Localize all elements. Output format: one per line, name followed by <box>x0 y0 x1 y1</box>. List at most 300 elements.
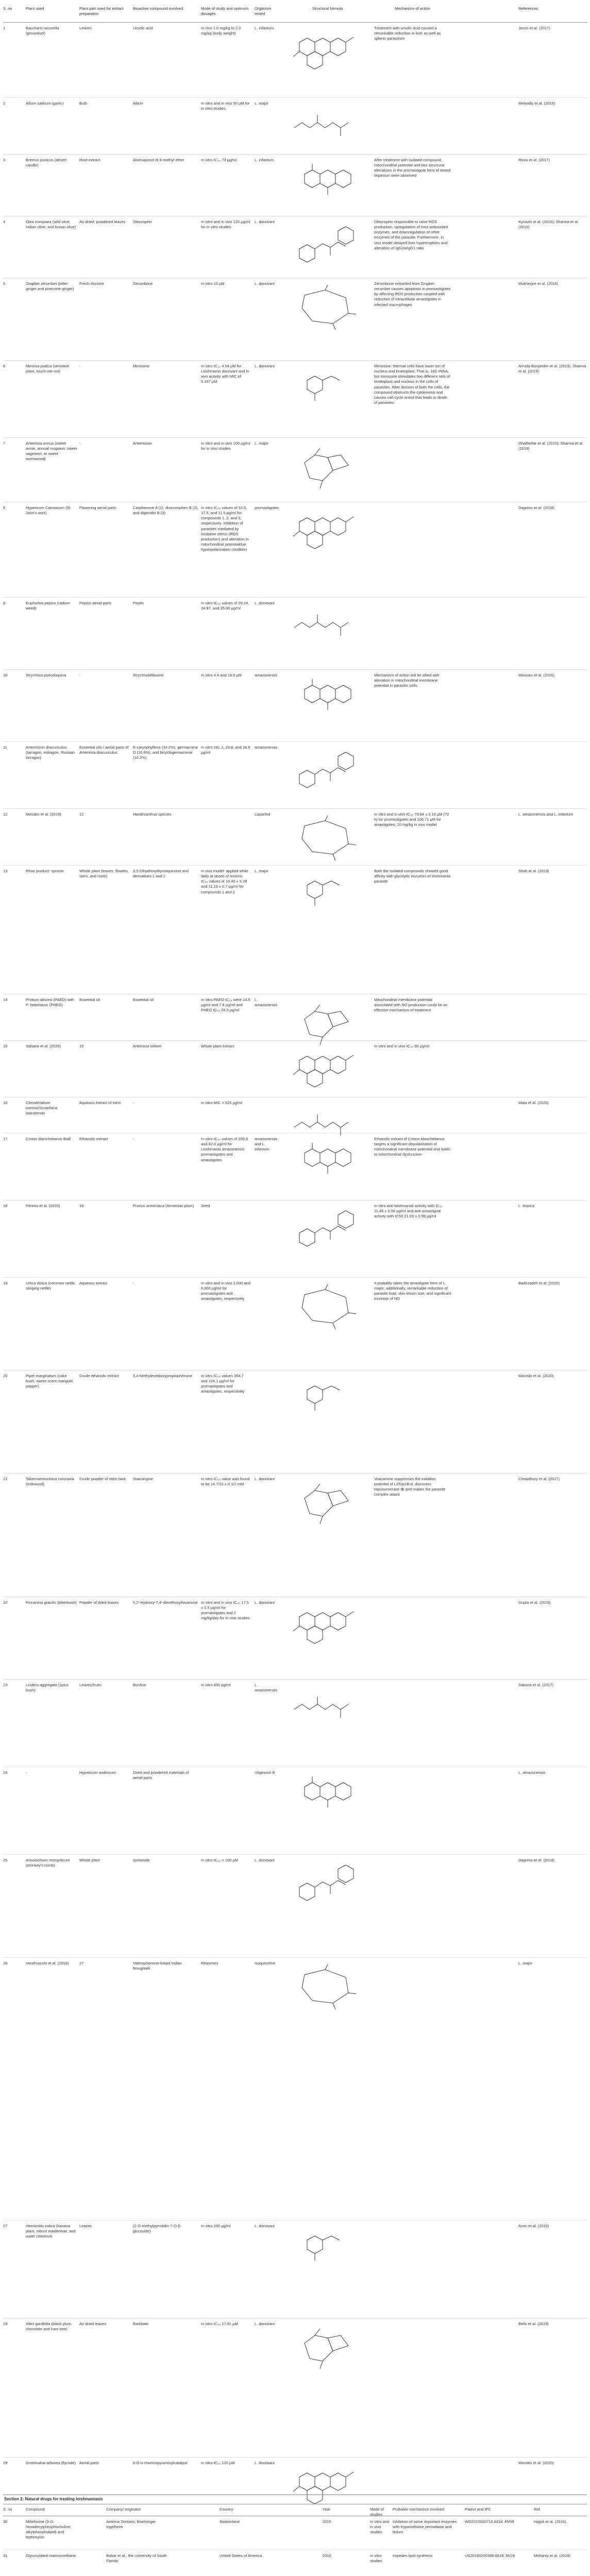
table-row <box>3 23 587 98</box>
cell-mechanism: Mimosine: thermal cells have lower ion of nucleus and kinetoplast. That is, 18S rRNA, but mimosine stimulates two different sets of kinetoplast and nucleus in the cells of parasites. After division of both the cells, the compound obstructs the cytokinesis and causes cell-cycle arrest that leads to death of parasites <box>374 364 450 405</box>
cell-plant: Zingiber zerumbet (bitter ginger and pinecone ginger) <box>26 281 74 292</box>
cell-ref: Macedo et al. (2020) <box>518 1374 554 1378</box>
cell-mode: In vitro IC₅₀ 27.81 μM <box>201 2321 238 2326</box>
section-2-title: Section 2: Natural drugs for treating leishmaniasis <box>3 2495 587 2504</box>
s2-cell-country: United States of America <box>220 2553 262 2558</box>
cell-no: 25 <box>3 1858 8 1862</box>
cell-no: 15 <box>3 1044 8 1048</box>
cell-organism: L. amazonensis <box>255 997 278 1008</box>
cell-no: 24 <box>3 1770 8 1775</box>
cell-compound: Essential oil <box>133 997 154 1002</box>
cell-part: Aqueous extract of stem <box>79 1100 121 1105</box>
cell-compound: - <box>133 1281 134 1285</box>
cell-part: Ethanolic extract <box>79 1137 108 1141</box>
cell-no: 6 <box>3 364 6 368</box>
molecule-structure-icon <box>281 746 369 798</box>
molecule-structure-icon <box>281 870 369 921</box>
cell-compound: 6-O-α-rhamnopyranosylcatalpol <box>133 2461 188 2465</box>
cell-ref: L. major <box>518 1961 533 1965</box>
table-row <box>3 866 587 994</box>
s2-cell-no: 30 <box>3 2519 8 2524</box>
header-part: Plant part used for extract preparation <box>79 6 124 16</box>
cell-mechanism: In vitro anti-leishmanial activity with IC₅₀ 11.48 ± 0.56 μg/ml and anti-amastigote activity with IC50 21.03 ± 0.98 μg/ml <box>374 1204 443 1219</box>
header-mechanism: Mechanism of action <box>395 6 430 11</box>
cell-mode: In vitro and in vivo 50 μM for in vitro studies <box>201 101 250 111</box>
cell-ref: L. amazonensis and L. infantum <box>518 812 574 817</box>
cell-compound: Ursolic acid <box>133 26 153 30</box>
cell-no: 5 <box>3 281 6 286</box>
cell-plant: Vendruscolo et al. (2018) <box>26 1961 69 1965</box>
cell-compound: Artemisinin <box>133 441 153 446</box>
cell-ref: L. amazonensis <box>518 1770 546 1775</box>
structural-formula-drawing <box>281 602 369 653</box>
cell-part: Leaves <box>79 26 92 30</box>
cell-no: 23 <box>3 1683 8 1687</box>
structural-formula-drawing <box>281 1962 369 2013</box>
cell-part: Peplus aerial parts <box>79 601 112 605</box>
cell-mode: Rhizomes <box>201 1961 218 1965</box>
table-row <box>3 809 587 866</box>
cell-mechanism: Ethanolic extract of Croton blanchetianus targets a significant depolarization of mitochondrial membrane potential and leads to mitochondrial dysfunction <box>374 1137 450 1157</box>
structural-formula-drawing <box>281 1205 369 1256</box>
cell-no: 18 <box>3 1204 8 1208</box>
cell-organism: amazonensis and L. infantum <box>255 1137 278 1152</box>
structural-formula-drawing <box>281 1859 369 1910</box>
cell-compound: Bonfine <box>133 1683 146 1687</box>
table-row <box>3 994 587 1041</box>
cell-mode: Seed <box>201 1204 210 1208</box>
table-row <box>3 361 587 438</box>
cell-part: Leaves <box>79 2224 92 2228</box>
cell-mechanism: Voacamine suppresses the initiation potential of LdTop1B-d, discovers topoisomerase IB and makes the parasite complex attack <box>374 1477 446 1497</box>
cell-mechanism: In vitro and in vivo IC₅₀ 73.64 ± 0.16 μM (72 h) for promastigotes and 106.71 μM for amastigotes; 10 mg/kg in vivo model <box>374 812 449 827</box>
cell-plant: Lindera aggregata (spice bush) <box>26 1683 69 1693</box>
cell-no: 11 <box>3 745 7 750</box>
cell-organism: Lapachol <box>255 812 271 817</box>
cell-compound: - <box>133 1100 134 1105</box>
cell-compound: Dried and powdered materials of aerial parts <box>133 1770 189 1781</box>
s2-cell-mode: In vitro and in vivo studies <box>370 2519 390 2535</box>
cell-ref: Shah et al. (2019) <box>518 869 549 873</box>
cell-plant: Hypericum Carmanum (St John's wort) <box>26 505 71 516</box>
cell-part: Bulb <box>79 101 88 106</box>
cell-organism: L. amazonensis <box>255 1683 278 1693</box>
s2-cell-no: 31 <box>3 2553 8 2558</box>
s2-cell-company: Bobar et al., the University of South Florida <box>106 2553 167 2564</box>
cell-no: 28 <box>3 2321 8 2326</box>
cell-plant: Mendes et al. (2019) <box>26 812 61 817</box>
molecule-structure-icon <box>281 674 369 725</box>
cell-ref: Rossi et al. (2017) <box>518 158 550 162</box>
cell-mode: In vitro 241.2, 29.8, and 18.6 μg/ml <box>201 745 250 755</box>
s2-cell-compound: Miltefosine (3-O-hexadecylphosphocholine; alkylphospholipid) and leptomycin <box>26 2519 72 2540</box>
molecule-structure-icon <box>281 1771 369 1823</box>
molecule-structure-icon <box>281 813 369 865</box>
cell-ref: Kyriazis et al. (2016); Sharma et al. (2016) <box>518 219 579 230</box>
cell-ref: Dagnino et al. (2018) <box>518 505 555 510</box>
cell-plant: Strychnos pseudoquina <box>26 673 66 677</box>
cell-part: Essential oil <box>79 997 100 1002</box>
table-row <box>3 2458 587 2495</box>
cell-mechanism: Mechanism of action will be allied with alteration in mitochondrial membrane potential in parasitic cells <box>374 673 440 688</box>
cell-part: - <box>79 673 81 677</box>
cell-plant: Piper marginatum (cake bush, sweet scent marigold pepper) <box>26 1374 73 1389</box>
cell-plant: Gmelinahai-arborea (flycode) <box>26 2461 76 2465</box>
molecule-structure-icon <box>281 365 369 416</box>
structural-formula-drawing <box>281 27 369 78</box>
cell-mode: In vitro IC₅₀ 120 μM <box>201 2461 235 2465</box>
s2-header-no: S. no <box>3 2507 12 2512</box>
structural-formula-drawing <box>281 1684 369 1735</box>
cell-mode: In vitro 10 μM <box>201 281 225 286</box>
cell-mode: In vitro IC₅₀ values of 10.5, 17.5, and 11.5 μg/ml for compounds 1, 2, and 3, respectively. Inhibition of parasites mediated by oxidative stress (ROS production) and alteration in mitochondrial potentialdue hyperpolarization condition <box>201 505 249 552</box>
table-row <box>3 598 587 670</box>
cell-plant: Pinnanina gracilis (bitterbush) <box>26 1600 77 1605</box>
table-row <box>3 1473 587 1597</box>
cell-no: 13 <box>3 869 8 873</box>
cell-plant: Rhoo product: sprouts <box>26 869 64 873</box>
cell-ref: Jesus et al. (2017) <box>518 26 550 30</box>
structural-formula-drawing <box>281 442 369 494</box>
cell-organism: L. donovani <box>255 1858 275 1862</box>
cell-organism: L. donovani <box>255 1477 275 1481</box>
structural-formula-drawing <box>281 1045 369 1096</box>
s2-cell-company: Aeterna Zentaris; Boehringer Ingelheim <box>106 2519 156 2530</box>
cell-no: 2 <box>3 101 6 106</box>
structural-formula-drawing <box>281 1375 369 1426</box>
cell-ref: Dagnino et al. (2018) <box>518 1858 555 1862</box>
cell-no: 19 <box>3 1281 8 1285</box>
header-mode: Mode of study and optimum dosages <box>201 6 249 16</box>
cell-no: 22 <box>3 1600 8 1605</box>
cell-plant: - <box>26 1770 27 1775</box>
cell-mode: In vitro 600 μg/ml <box>201 1683 231 1687</box>
structural-formula-drawing <box>281 2323 369 2374</box>
table-row <box>3 1041 587 1097</box>
cell-compound: Prunus armeniaca (Armenian plum) <box>133 1204 194 1208</box>
table-row <box>3 2221 587 2318</box>
structural-formula-drawing <box>281 1138 369 1189</box>
cell-compound: Ipolamide <box>133 1858 150 1862</box>
cell-mechanism: Zerumbone extracted from Zingiber zerumbet causes apoptosis in promastigotes by affecting ROS production coupled with reduction of intracellular amastigotes in infected macrophages <box>374 281 451 307</box>
s2-header-compound: Compound <box>26 2507 45 2512</box>
structural-formula-drawing <box>281 102 369 154</box>
cell-part: 15 <box>79 1044 84 1048</box>
header-plant: Plant used <box>26 6 44 11</box>
cell-plant: Pereira et al. (2020) <box>26 1204 60 1208</box>
cell-ref: Saborio et al. (2017) <box>518 1683 553 1687</box>
cell-plant: Clerodendrum inermis/Scutellaria baicalensis <box>26 1100 58 1116</box>
cell-mode: In vitro PAEO IC₅₀ were 14.9 μg/ml and 7.8 μg/ml and PHEO IC₅₀ 26.5 μg/ml <box>201 997 250 1013</box>
cell-organism: Isoquinoline <box>255 1961 276 1965</box>
cell-ref: Mousavi et al. (2016) <box>518 673 555 677</box>
molecule-structure-icon <box>281 1601 369 1653</box>
cell-plant: Croton blanchetianus Baill <box>26 1137 71 1141</box>
table-row <box>3 1680 587 1767</box>
table-row <box>3 670 587 742</box>
cell-plant: Arisolochium mongolicum (monkey's comb) <box>26 1858 70 1868</box>
cell-part: - <box>79 364 81 368</box>
cell-mode: In vitro IC₅₀ values of 29.24, 24.97, and 35.06 μg/ml <box>201 601 249 611</box>
section-2-row <box>3 2516 587 2550</box>
cell-no: 12 <box>3 812 8 817</box>
cell-part: Leaves/fruits <box>79 1683 102 1687</box>
structural-formula-drawing <box>281 1771 369 1823</box>
cell-mode: In vitro IC₅₀ values of 209.8 and 82.6 μg/ml for Leishmania amazonensis promastigotes and amastigotes <box>201 1137 248 1162</box>
cell-compound: Peplin <box>133 601 144 605</box>
cell-organism: L. donovani <box>255 2224 275 2228</box>
cell-no: 20 <box>3 1374 8 1378</box>
cell-ref: Arruda-Bonjardim et al. (2019); Sharma et al. (2019) <box>518 364 586 374</box>
cell-plant: Urtica dioica (common nettle, stinging nettle) <box>26 1281 76 1291</box>
molecule-structure-icon <box>281 1205 369 1256</box>
s2-cell-year: 2015 <box>323 2519 331 2524</box>
s2-cell-patent: US20180200388 A61K 36/28 <box>465 2553 515 2558</box>
cell-mode: Whole plant extract <box>201 1044 234 1048</box>
molecule-structure-icon <box>281 442 369 494</box>
cell-part: Essential oils / aerial parts of Artemisia dracunculus <box>79 745 129 755</box>
molecule-structure-icon <box>281 102 369 154</box>
molecule-structure-icon <box>281 2225 369 2276</box>
cell-mode: In vitro MIC = 625 μg/ml <box>201 1100 242 1105</box>
structural-formula-drawing <box>281 1478 369 1529</box>
structural-formula-drawing <box>281 2225 369 2276</box>
cell-compound: Barbitate <box>133 2321 149 2326</box>
s2-cell-year: 2016 <box>323 2553 331 2558</box>
cell-part: Crude powder of stem bark <box>79 1477 126 1481</box>
cell-compound: - <box>133 1137 134 1141</box>
cell-ref: Mata et al. (2020) <box>518 1100 549 1105</box>
cell-organism: amazonensis <box>255 673 278 677</box>
cell-part: Root extract <box>79 158 100 162</box>
table-row <box>3 742 587 809</box>
s2-header-company: Company/ originator <box>106 2507 141 2512</box>
cell-mechanism: Treatment with ursolic acid caused a remarkable reduction in liver as well as splenic parasitism <box>374 26 441 41</box>
cell-plant: Allium sativum (garlic) <box>26 101 64 106</box>
molecule-structure-icon <box>281 1282 369 1333</box>
structural-formula-drawing <box>281 159 369 210</box>
table-row <box>3 438 587 502</box>
molecule-structure-icon <box>281 1138 369 1189</box>
cell-mode: In vitro and in vivo 3,500 and 6,000 μg/ml for promastigotes and amastigotes, respectively <box>201 1281 250 1301</box>
s2-cell-compound: Glycosylated mannomethane <box>26 2553 76 2558</box>
table-row <box>3 1097 587 1133</box>
molecule-structure-icon <box>281 282 369 334</box>
table-row <box>3 1855 587 1958</box>
section-2-row <box>3 2550 587 2576</box>
cell-no: 27 <box>3 2224 8 2228</box>
cell-mode: In vitro 4.4 and 18.9 μM <box>201 673 242 677</box>
cell-plant: Baccharis uncinella (groundsel) <box>26 26 59 36</box>
cell-part: - <box>79 441 81 446</box>
structural-formula-drawing <box>281 813 369 865</box>
cell-no: 8 <box>3 505 6 510</box>
cell-organism: Uliginosin B <box>255 1770 275 1775</box>
cell-mode: In vitro and in vivo IC₅₀ 17.5 ± 0.5 μg/ml for promastigotes and 2 mg/kg/day for in vivo studies <box>201 1600 250 1621</box>
cell-compound: Allicin <box>133 101 143 106</box>
cell-ref: Chowdhury et al. (2017) <box>518 1477 560 1481</box>
cell-plant: Protium altsonii (PAEO) with P. hebetatum (PHEO) <box>26 997 75 1008</box>
cell-plant: Bremus punicus (desert candle) <box>26 158 67 168</box>
cell-organism: L. major <box>255 441 269 446</box>
s2-cell-mechanism: Inhibition of some important enzymes with trypanothione peroxidase and ledum <box>393 2519 457 2535</box>
s2-cell-mechanism: Impedes lipid synthesis <box>393 2553 433 2558</box>
cell-no: 9 <box>3 601 6 605</box>
s2-cell-patent: WO2015020715 A61K 45/08 <box>465 2519 514 2524</box>
cell-compound: Oleuropein <box>133 219 152 224</box>
cell-plant: Sahana et al. (2020) <box>26 1044 61 1048</box>
cell-ref: Bello et al. (2019) <box>518 2321 549 2326</box>
table-header-row <box>3 3 587 23</box>
cell-mechanism: Mitochondrial membrane potential associated with NO production could be an effective mechanism of treatment <box>374 997 448 1013</box>
cell-part: Whole plant (leaves, flowers, stem, and roots) <box>79 869 129 879</box>
cell-organism: L. donovani <box>255 601 275 605</box>
cell-compound: 3,5-Dihydroxythymoquinone and derivatives 1 and 2 <box>133 869 189 879</box>
cell-no: 1 <box>3 26 6 30</box>
cell-plant: Artemisinin dracunculus (tarragon, estragon, Russian tarragon) <box>26 745 75 760</box>
cell-no: 16 <box>3 1100 8 1105</box>
structural-formula-drawing <box>281 674 369 725</box>
cell-plant: Euphorbia peplus (radium weed) <box>26 601 70 611</box>
cell-no: 17 <box>3 1137 8 1141</box>
table-row <box>3 2318 587 2458</box>
cell-compound: Aloesaponol III 8-methyl ether <box>133 158 184 162</box>
cell-part: 27 <box>79 1961 84 1965</box>
cell-organism: L. infantum <box>255 158 274 162</box>
cell-mechanism: After treatment with isolated compound, mitochondrial potential and two structural alterations in the promastigote form of tested organism were observed <box>374 158 451 178</box>
cell-mode: In vitro and in vivo 120 μg/ml for in vitro studies <box>201 219 250 230</box>
cell-plant: Hemionitis indica (banana plant, robust maidenhair, and water chestnut) <box>26 2224 76 2239</box>
structural-formula-drawing <box>281 1601 369 1653</box>
cell-part: Hypericum androsum <box>79 1770 116 1775</box>
cell-part: Air-dried leaves <box>79 2321 107 2326</box>
cell-organism: promastigotes <box>255 505 279 510</box>
cell-no: 21 <box>3 1477 8 1481</box>
cell-organism: L. donovani <box>255 2461 275 2465</box>
s2-header-mechanism: Probable mechanism involved <box>393 2507 445 2512</box>
cell-plant: Vitex gardfolia (black plum, chocolate and ham tree) <box>26 2321 72 2332</box>
cell-organism: L. donovani <box>255 1600 275 1605</box>
molecule-structure-icon <box>281 1478 369 1529</box>
cell-part: 12 <box>79 812 84 817</box>
cell-ref: Mukherjee et al. (2016) <box>518 281 559 286</box>
cell-compound: Handroanthus species <box>133 812 172 817</box>
cell-no: 7 <box>3 441 6 446</box>
cell-no: 4 <box>3 219 6 224</box>
molecule-structure-icon <box>281 2323 369 2374</box>
cell-ref: Metwally et al. (2016) <box>518 101 555 106</box>
cell-mechanism: It probably takes the amastigote form of L. major; additionally, remarkable reduction of parasite load, skin lesion size, and significant increase of NO <box>374 1281 451 1301</box>
cell-compound: Voacangine <box>133 1477 154 1481</box>
cell-ref: Mendes et al. (2020) <box>518 2461 554 2465</box>
table-row <box>3 1597 587 1680</box>
table-row <box>3 1370 587 1473</box>
cell-compound: Zerumbone <box>133 281 153 286</box>
table-row <box>3 1278 587 1370</box>
cell-mechanism: Oleuropein responsible to raise ROS production, upregulation of host antioxidant enzymes, and downregulation of other enzymes of the parasite. Furthermore, in vivo model delayed liver hypertrophies and alteration of IgG2a/IgG1 ratio <box>374 219 448 250</box>
s2-header-patent: Patent and IPC <box>465 2507 491 2512</box>
table-row <box>3 1767 587 1855</box>
cell-mode: In vitro IC₅₀ value was found to be 14.7/22 ± 0.1/2 mM <box>201 1477 250 1487</box>
cell-compound: Mimosine <box>133 364 150 368</box>
cell-mode: In vitro IC₅₀ 73 μg/ml <box>201 158 237 162</box>
header-references: References <box>518 6 538 11</box>
header-organism: Organism tested <box>255 6 272 16</box>
structural-formula-drawing <box>281 746 369 798</box>
molecule-structure-icon <box>281 602 369 653</box>
cell-mode: In vitro 200 μg/ml <box>201 2224 231 2228</box>
cell-part: Aqueous extract <box>79 1281 108 1285</box>
cell-no: 14 <box>3 997 8 1002</box>
table-row <box>3 1958 587 2221</box>
molecule-structure-icon <box>281 159 369 210</box>
cell-organism: L. infantum <box>255 26 274 30</box>
cell-organism: L. donovani <box>255 281 275 286</box>
cell-mode: In vivo 1.0 mg/kg to 2.0 mg/kg (body weight) <box>201 26 241 36</box>
cell-part: Powder of dried leaves <box>79 1600 119 1605</box>
header-no: S. no <box>3 6 12 11</box>
s2-cell-ref: Mohanty et al. (2018) <box>534 2553 570 2558</box>
cell-plant: Artemisia annua (sweet annie, annual mugwort, sweet sagewort, or sweet wormwood) <box>26 441 77 462</box>
molecule-structure-icon <box>281 27 369 78</box>
molecule-structure-icon <box>281 1684 369 1735</box>
cell-no: 3 <box>3 158 6 162</box>
cell-plant: Tabernaemontana coronaria (milkwood) <box>26 1477 74 1487</box>
s2-cell-ref: Hajjali et al. (2016) <box>534 2519 566 2524</box>
cell-plant: Mimosa pudica (sensitive plant, touch-me-not) <box>26 364 70 374</box>
cell-compound: 3,4-Methylenedioxypropiophenone <box>133 1374 193 1378</box>
molecule-structure-icon <box>281 221 369 272</box>
structural-formula-drawing <box>281 870 369 921</box>
cell-ref: Ghaffarifar et al. (2015); Sharma et al. (2019) <box>518 441 584 451</box>
cell-organism: L. major <box>255 869 269 873</box>
cell-part: Crude ethanolic extract <box>79 1374 120 1378</box>
cell-ref: L. tropica <box>518 1204 534 1208</box>
cell-no: 29 <box>3 2461 8 2465</box>
s2-header-ref: Ref. <box>534 2507 541 2512</box>
cell-organism: L. donovani <box>255 2321 275 2326</box>
header-compound: Bioactive compound involved <box>133 6 183 11</box>
section-2-header-row <box>3 2505 587 2516</box>
cell-mode: In vitro IC₅₀ values 354.7 and 104.1 μg/ml for promastigotes and amastigotes, respectively <box>201 1374 245 1394</box>
s2-cell-country: Switzerland <box>220 2519 240 2524</box>
s2-header-country: Country <box>220 2507 233 2512</box>
table-row <box>3 155 587 216</box>
cell-plant: Olea europaea (wild olive, Indian olive, and brown olive) <box>26 219 76 230</box>
molecule-structure-icon <box>281 1962 369 2013</box>
cell-part: Flowering aerial parts <box>79 505 116 510</box>
cell-part: Air-dried, powdered leaves <box>79 219 126 224</box>
cell-mechanism: In vitro and in vivo IC₅₀ 80 μg/ml <box>374 1044 430 1048</box>
cell-ref: Amin et al. (2019) <box>518 2224 549 2228</box>
cell-part: Aerial parts <box>79 2461 99 2465</box>
structural-formula-drawing <box>281 365 369 416</box>
structural-formula-drawing <box>281 282 369 334</box>
cell-compound: E-caryophyllene (33.2%), germacrene D (16.6%), and bicyclogermacrene (10.2%) <box>133 745 198 760</box>
cell-organism: L. major <box>255 101 269 106</box>
table-row <box>3 278 587 361</box>
cell-part: Whole plant <box>79 1858 100 1862</box>
s2-cell-mode: In vitro studies <box>370 2553 382 2564</box>
cell-mode: In vitro and in vivo 100 μg/ml for in vivo studies <box>201 441 250 451</box>
structural-formula-drawing <box>281 1282 369 1333</box>
table-row <box>3 1200 587 1278</box>
structural-formula-drawing <box>281 506 369 558</box>
cell-mode: In vivo model: applied while daily at doses of lesions. IC₅₀ values of 10.40 ± 5.28 and 11.10 ± 0.7 μg/ml for compounds 1 and 2 <box>201 869 248 894</box>
cell-compound: (2-O-methylpyrrolidin-7-O-β-glucoside) <box>133 2224 182 2234</box>
cell-organism: L. donovani <box>255 364 275 368</box>
molecule-structure-icon <box>281 1045 369 1096</box>
